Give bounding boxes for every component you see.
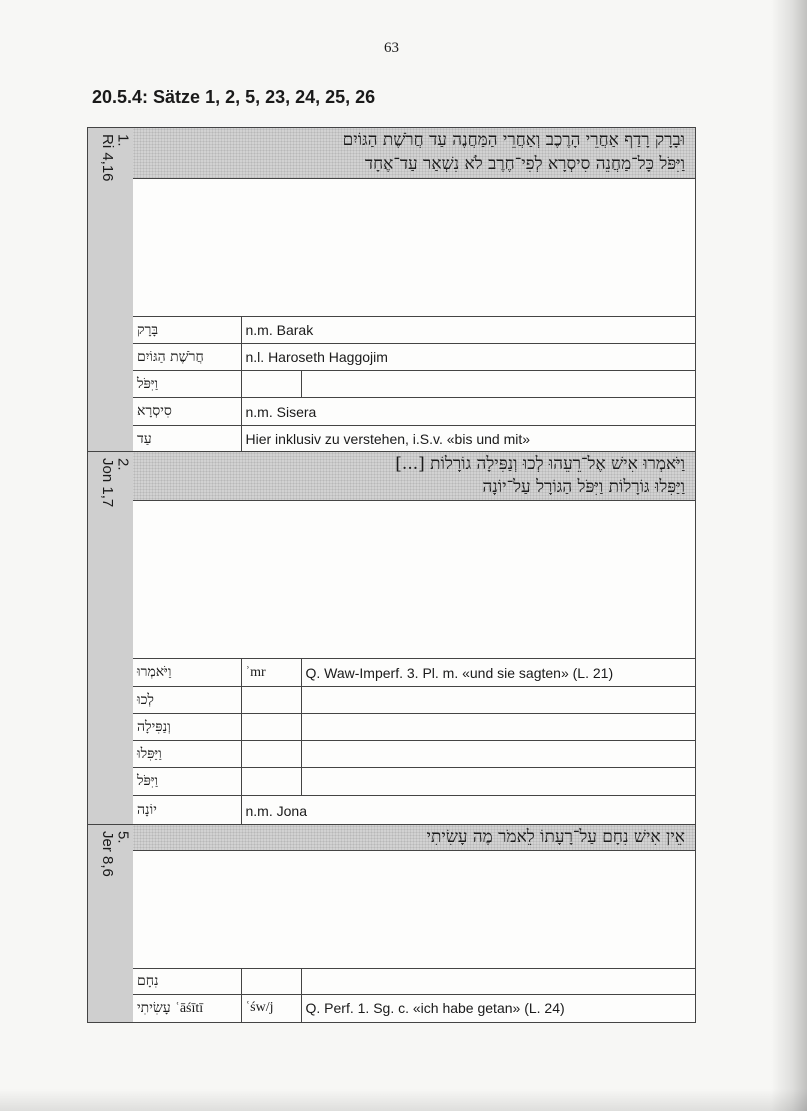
translation-work-area-1[interactable]	[133, 179, 695, 316]
vocab-note-cell[interactable]	[301, 768, 695, 796]
hebrew-line: וּבָרָק רָדַף אַחֲרֵי הָרֶכֶב וְאַחֲרֵי הַמַּחֲנֶה עַד חֲרֹשֶׁת הַגּוֹיִם	[342, 130, 685, 150]
vocab-table-5	[133, 968, 695, 1022]
verse-reference-2	[88, 452, 134, 826]
vocab-root-cell[interactable]	[241, 741, 301, 768]
vocab-note: Q. Waw-Imperf. 3. Pl. m. «und sie sagten» (L. 21)	[301, 659, 695, 687]
vocab-note: n.l. Haroseth Haggojim	[241, 344, 695, 371]
page-number: 63	[384, 40, 399, 56]
table-row	[133, 317, 695, 344]
vocab-note-cell[interactable]	[301, 969, 695, 995]
hebrew-text-box-2	[133, 452, 695, 501]
table-row	[133, 371, 695, 398]
vocab-word: עָשִׂיתִי	[137, 999, 171, 1016]
verse-reference-1-text: 1. Ri 4,16	[98, 134, 132, 182]
vocab-word: וְנַפִּילָה	[133, 714, 241, 741]
verse-reference-5-text: 5. Jer 8,6	[98, 831, 132, 877]
vocab-word: יוֹנָה	[133, 796, 241, 826]
vocab-word: וַיֹּאמְרוּ	[133, 659, 241, 687]
vocab-word: וַיִּפֹּל	[133, 768, 241, 796]
vocab-root-cell[interactable]	[241, 687, 301, 714]
vocab-note: n.m. Barak	[241, 317, 695, 344]
vocab-note-cell[interactable]	[301, 371, 695, 398]
verse-reference-5	[88, 825, 134, 1022]
vocab-word: חֲרֹשֶׁת הַגּוֹיִם	[133, 344, 241, 371]
table-row	[133, 796, 695, 826]
vocab-word: עַד	[133, 426, 241, 453]
table-row	[133, 741, 695, 768]
vocab-root-cell[interactable]	[241, 969, 301, 995]
hebrew-line: וַיִּפֹּל כָּל־מַחֲנֵה סִיסְרָא לְפִי־חֶרֶב לֹא נִשְׁאַר עַד־אֶחָד	[364, 154, 685, 174]
table-row	[133, 768, 695, 796]
vocab-table-1	[133, 316, 695, 453]
vocab-note: Hier inklusiv zu verstehen, i.S.v. «bis und mit»	[241, 426, 695, 453]
vocab-note: n.m. Jona	[241, 796, 695, 826]
translation-work-area-5[interactable]	[133, 851, 695, 968]
vocab-note: n.m. Sisera	[241, 398, 695, 426]
table-row	[133, 426, 695, 453]
section-heading: 20.5.4: Sätze 1, 2, 5, 23, 24, 25, 26	[92, 87, 376, 107]
vocab-note: Q. Perf. 1. Sg. c. «ich habe getan» (L. 24)	[301, 995, 695, 1022]
vocab-note-cell[interactable]	[301, 741, 695, 768]
vocab-word: נִחָם	[133, 969, 241, 995]
hebrew-text-box-1	[133, 128, 695, 179]
hebrew-line: אֵין אִישׁ נִחָם עַל־רָעָתוֹ לֵאמֹר מֶה עָשִׂיתִי	[426, 827, 685, 847]
sentence-block-5	[87, 824, 696, 1023]
table-row	[133, 687, 695, 714]
vocab-note-cell[interactable]	[301, 714, 695, 741]
verse-reference-2-text: 2. Jon 1,7	[98, 458, 132, 508]
hebrew-line: וַיַּפִּלוּ גּוֹרָלוֹת וַיִּפֹּל הַגּוֹרָל עַל־יוֹנָה	[482, 477, 685, 497]
vocab-root: ʾmr	[241, 659, 301, 687]
vocab-word-cell	[133, 995, 241, 1022]
vocab-word: וַיִּפֹּל	[133, 371, 241, 398]
vocab-note-cell[interactable]	[301, 687, 695, 714]
vocab-word: סִיסְרָא	[133, 398, 241, 426]
table-row	[133, 344, 695, 371]
vocab-word: לְכוּ	[133, 687, 241, 714]
table-row	[133, 398, 695, 426]
page-edge-shadow	[771, 0, 807, 1111]
table-row	[133, 659, 695, 687]
vocab-table-2	[133, 658, 695, 826]
verse-reference-1	[88, 128, 134, 453]
page-bottom-shadow	[0, 1089, 807, 1111]
sentence-block-1	[87, 127, 696, 454]
table-row	[133, 969, 695, 995]
vocab-root: ʿśw/j	[241, 995, 301, 1022]
vocab-root-cell[interactable]	[241, 768, 301, 796]
hebrew-line: וַיֹּאמְרוּ אִישׁ אֶל־רֵעֵהוּ לְכוּ וְנַפִּילָה גוֹרָלוֹת [...]	[395, 454, 685, 474]
sentence-block-2	[87, 451, 696, 827]
table-row	[133, 714, 695, 741]
vocab-word: בָּרָק	[133, 317, 241, 344]
vocab-root-cell[interactable]	[241, 714, 301, 741]
table-row	[133, 995, 695, 1022]
vocab-word: וַיַּפִּלוּ	[133, 741, 241, 768]
translation-work-area-2[interactable]	[133, 501, 695, 658]
vocab-transliteration: ʿāśītī	[175, 1000, 204, 1016]
vocab-root-cell[interactable]	[241, 371, 301, 398]
hebrew-text-box-5	[133, 825, 695, 851]
